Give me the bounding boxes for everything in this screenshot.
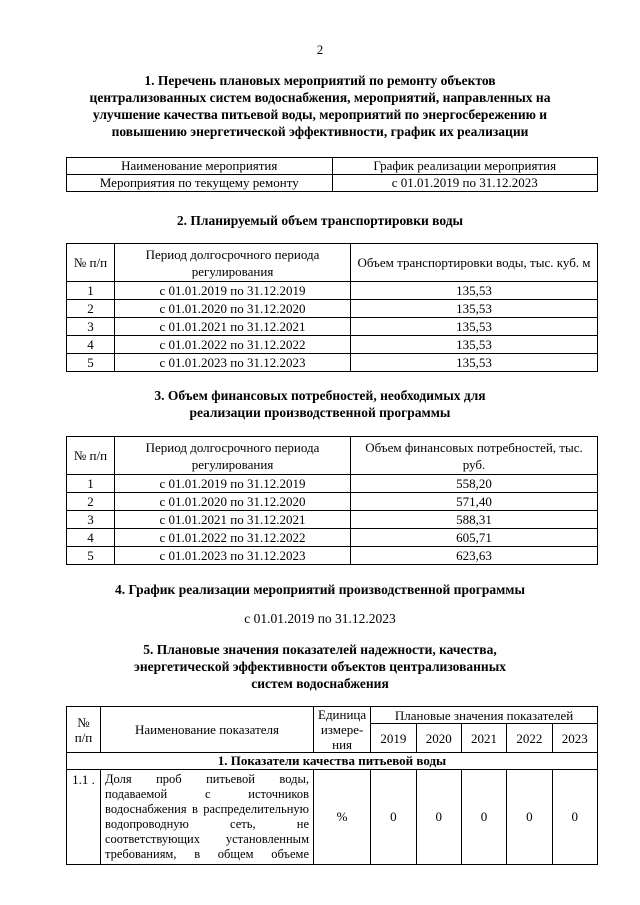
header-num: № п/п [67, 244, 115, 282]
indicator-value: 0 [416, 769, 461, 864]
indicator-value: 0 [371, 769, 416, 864]
activity-name: Мероприятия по текущему ремонту [67, 175, 333, 192]
table-row: 4 с 01.01.2022 по 31.12.2022 605,71 [67, 529, 598, 547]
table-row: 5 с 01.01.2023 по 31.12.2023 623,63 [67, 547, 598, 565]
section5-title: 5. Плановые значения показателей надежности, качества, энергетической эффективности объектов централизованных систем водоснабжения [133, 642, 506, 691]
indicator-value: 0 [507, 769, 552, 864]
page-number: 2 [316, 42, 324, 57]
header-indicator-name: Наименование показателя [101, 707, 314, 753]
table-row: 3 с 01.01.2021 по 31.12.2021 588,31 [67, 511, 598, 529]
table-row: 4 с 01.01.2022 по 31.12.2022 135,53 [67, 336, 598, 354]
activities-table [66, 157, 598, 192]
financial-needs-table [66, 436, 598, 565]
indicators-table [66, 706, 598, 865]
header-unit: Единица измере-ния [314, 707, 371, 753]
table-header-row [67, 707, 598, 724]
table-row: 1 с 01.01.2019 по 31.12.2019 135,53 [67, 282, 598, 300]
header-period: Период долгосрочного периода регулирования [115, 244, 351, 282]
section2-title: 2. Планируемый объем транспортировки воды [176, 213, 464, 228]
table-header-row [67, 437, 598, 475]
header-schedule: График реализации мероприятия [332, 158, 598, 175]
table-row: 2 с 01.01.2020 по 31.12.2020 135,53 [67, 300, 598, 318]
table-row: 3 с 01.01.2021 по 31.12.2021 135,53 [67, 318, 598, 336]
table-row: 5 с 01.01.2023 по 31.12.2023 135,53 [67, 354, 598, 372]
header-year: 2021 [461, 724, 506, 753]
header-year: 2023 [552, 724, 597, 753]
table-row: 2 с 01.01.2020 по 31.12.2020 571,40 [67, 493, 598, 511]
activity-schedule: с 01.01.2019 по 31.12.2023 [332, 175, 598, 192]
table-row [67, 175, 598, 192]
indicator-name: Доля проб питьевой воды, подаваемой с источников водоснабжения в распределительную водопроводную сеть, не соответствующих установленным требованиям, в общем объеме [101, 769, 314, 864]
header-activity-name: Наименование мероприятия [67, 158, 333, 175]
header-year: 2020 [416, 724, 461, 753]
section1-title: 1. Перечень плановых мероприятий по ремонту объектов централизованных систем водоснабжения, мероприятий, направленных на улучшение качества питьевой воды, мероприятий по энергосбережению и повышению энергетической эффективности, график их реализации [89, 73, 551, 139]
transport-volume-table [66, 243, 598, 372]
header-year: 2019 [371, 724, 416, 753]
header-volume: Объем транспортировки воды, тыс. куб. м [351, 244, 598, 282]
table-header-row [67, 244, 598, 282]
section3-title: 3. Объем финансовых потребностей, необходимых для реализации производственной программы [154, 388, 486, 420]
indicator-value: 0 [461, 769, 506, 864]
header-financial-needs: Объем финансовых потребностей, тыс. руб. [351, 437, 598, 475]
subsection-row [67, 753, 598, 770]
indicator-num: 1.1 . [67, 769, 101, 864]
table-header-row [67, 158, 598, 175]
indicator-value: 0 [552, 769, 597, 864]
header-num: № п/п [67, 707, 101, 753]
indicator-unit: % [314, 769, 371, 864]
section4-period: с 01.01.2019 по 31.12.2023 [244, 611, 396, 626]
header-period: Период долгосрочного периода регулирования [115, 437, 351, 475]
header-num: № п/п [67, 437, 115, 475]
table-row: 1 с 01.01.2019 по 31.12.2019 558,20 [67, 475, 598, 493]
table-row [67, 769, 598, 864]
subsection-title: 1. Показатели качества питьевой воды [67, 753, 598, 770]
section4-title: 4. График реализации мероприятий производственной программы [114, 582, 526, 597]
header-year: 2022 [507, 724, 552, 753]
header-planned-values: Плановые значения показателей [371, 707, 598, 724]
